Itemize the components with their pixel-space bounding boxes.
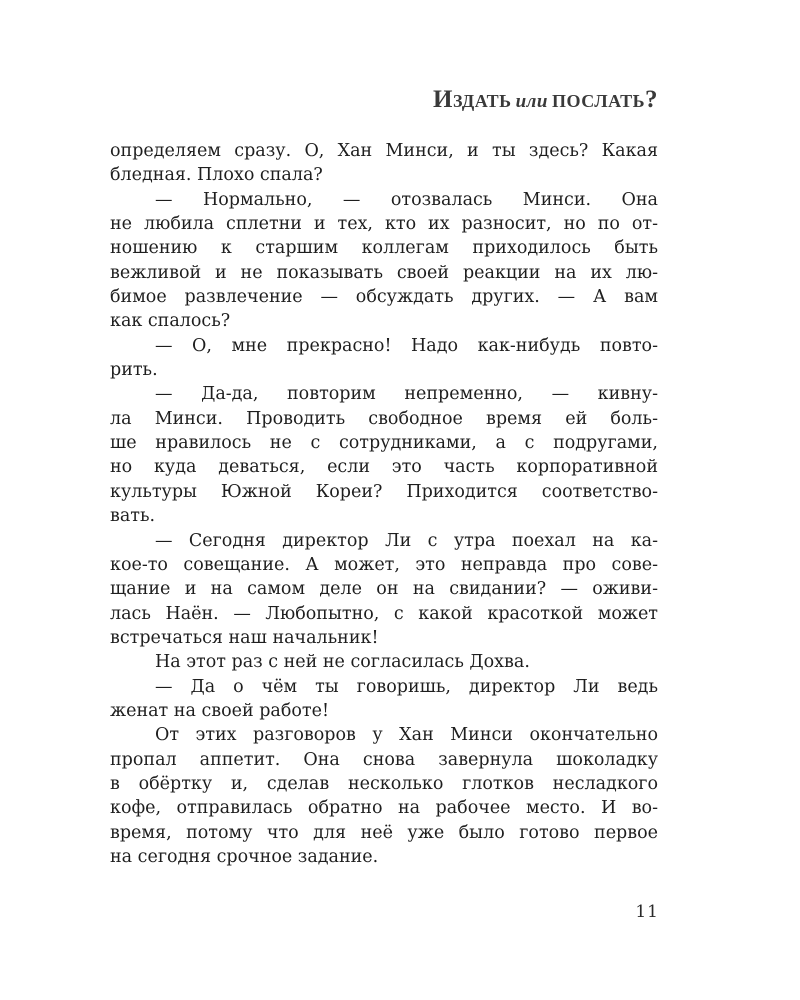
text-line: культуры Южной Кореи? Приходится соответство- <box>110 481 658 502</box>
text-line: вать. <box>110 506 156 527</box>
text-line: определяем сразу. О, Хан Минси, и ты здесь? Какая <box>110 141 658 161</box>
text-line: время, потому что для неё уже было готово первое <box>110 822 658 843</box>
text-line: на сегодня срочное задание. <box>110 846 379 867</box>
text-line: ла Минси. Проводить свободное время ей боль- <box>110 408 658 429</box>
text-line: бимое развлечение — обсуждать других. — А вам <box>110 287 658 308</box>
body-text <box>110 139 658 869</box>
text-line: кое-то совещание. А может, это неправда про сове- <box>110 554 658 575</box>
text-line: — Нормально, — отозвалась Минси. Она <box>155 189 658 210</box>
header-title-conjunction: или <box>515 91 548 112</box>
text-line: вежливой и не показывать своей реакции на их лю- <box>110 262 658 283</box>
text-line: щание и на самом деле он на свидании? — оживи- <box>110 579 658 600</box>
text-line: в обёртку и, сделав несколько глотков несладкого <box>110 773 658 794</box>
text-line: ношению к старшим коллегам приходилось быть <box>110 238 658 259</box>
text-line: но куда деваться, если это часть корпоративной <box>110 457 658 478</box>
text-line: не любила сплетни и тех, кто их разносит, но по от- <box>110 214 658 235</box>
text-line: бледная. Плохо спала? <box>110 165 323 186</box>
text-line: ше нравилось не с сотрудниками, а с подругами, <box>110 433 658 454</box>
header-title-part1: Издать <box>433 86 512 113</box>
text-line: рить. <box>110 360 158 381</box>
text-line: женат на своей работе! <box>110 700 330 721</box>
text-line: — Да-да, повторим непременно, — кивну- <box>155 384 658 405</box>
text-line: — Да о чём ты говоришь, директор Ли ведь <box>155 676 658 697</box>
text-line: как спалось? <box>110 311 231 332</box>
text-line: От этих разговоров у Хан Минси окончательно <box>155 725 658 746</box>
text-line: кофе, отправилась обратно на рабочее место. И во- <box>110 798 658 819</box>
text-line: — О, мне прекрасно! Надо как-нибудь повто- <box>155 335 658 356</box>
header-title-part2: послать? <box>551 86 658 113</box>
text-line: лась Наён. — Любопытно, с какой красоткой может <box>110 603 658 624</box>
page-number: 11 <box>635 902 659 922</box>
text-line: пропал аппетит. Она снова завернула шоколадку <box>110 749 658 770</box>
text-line: На этот раз с ней не согласилась Дохва. <box>155 652 530 673</box>
text-line: — Сегодня директор Ли с утра поехал на ка- <box>155 530 658 551</box>
text-line: встречаться наш начальник! <box>110 627 379 648</box>
running-header <box>433 86 658 114</box>
